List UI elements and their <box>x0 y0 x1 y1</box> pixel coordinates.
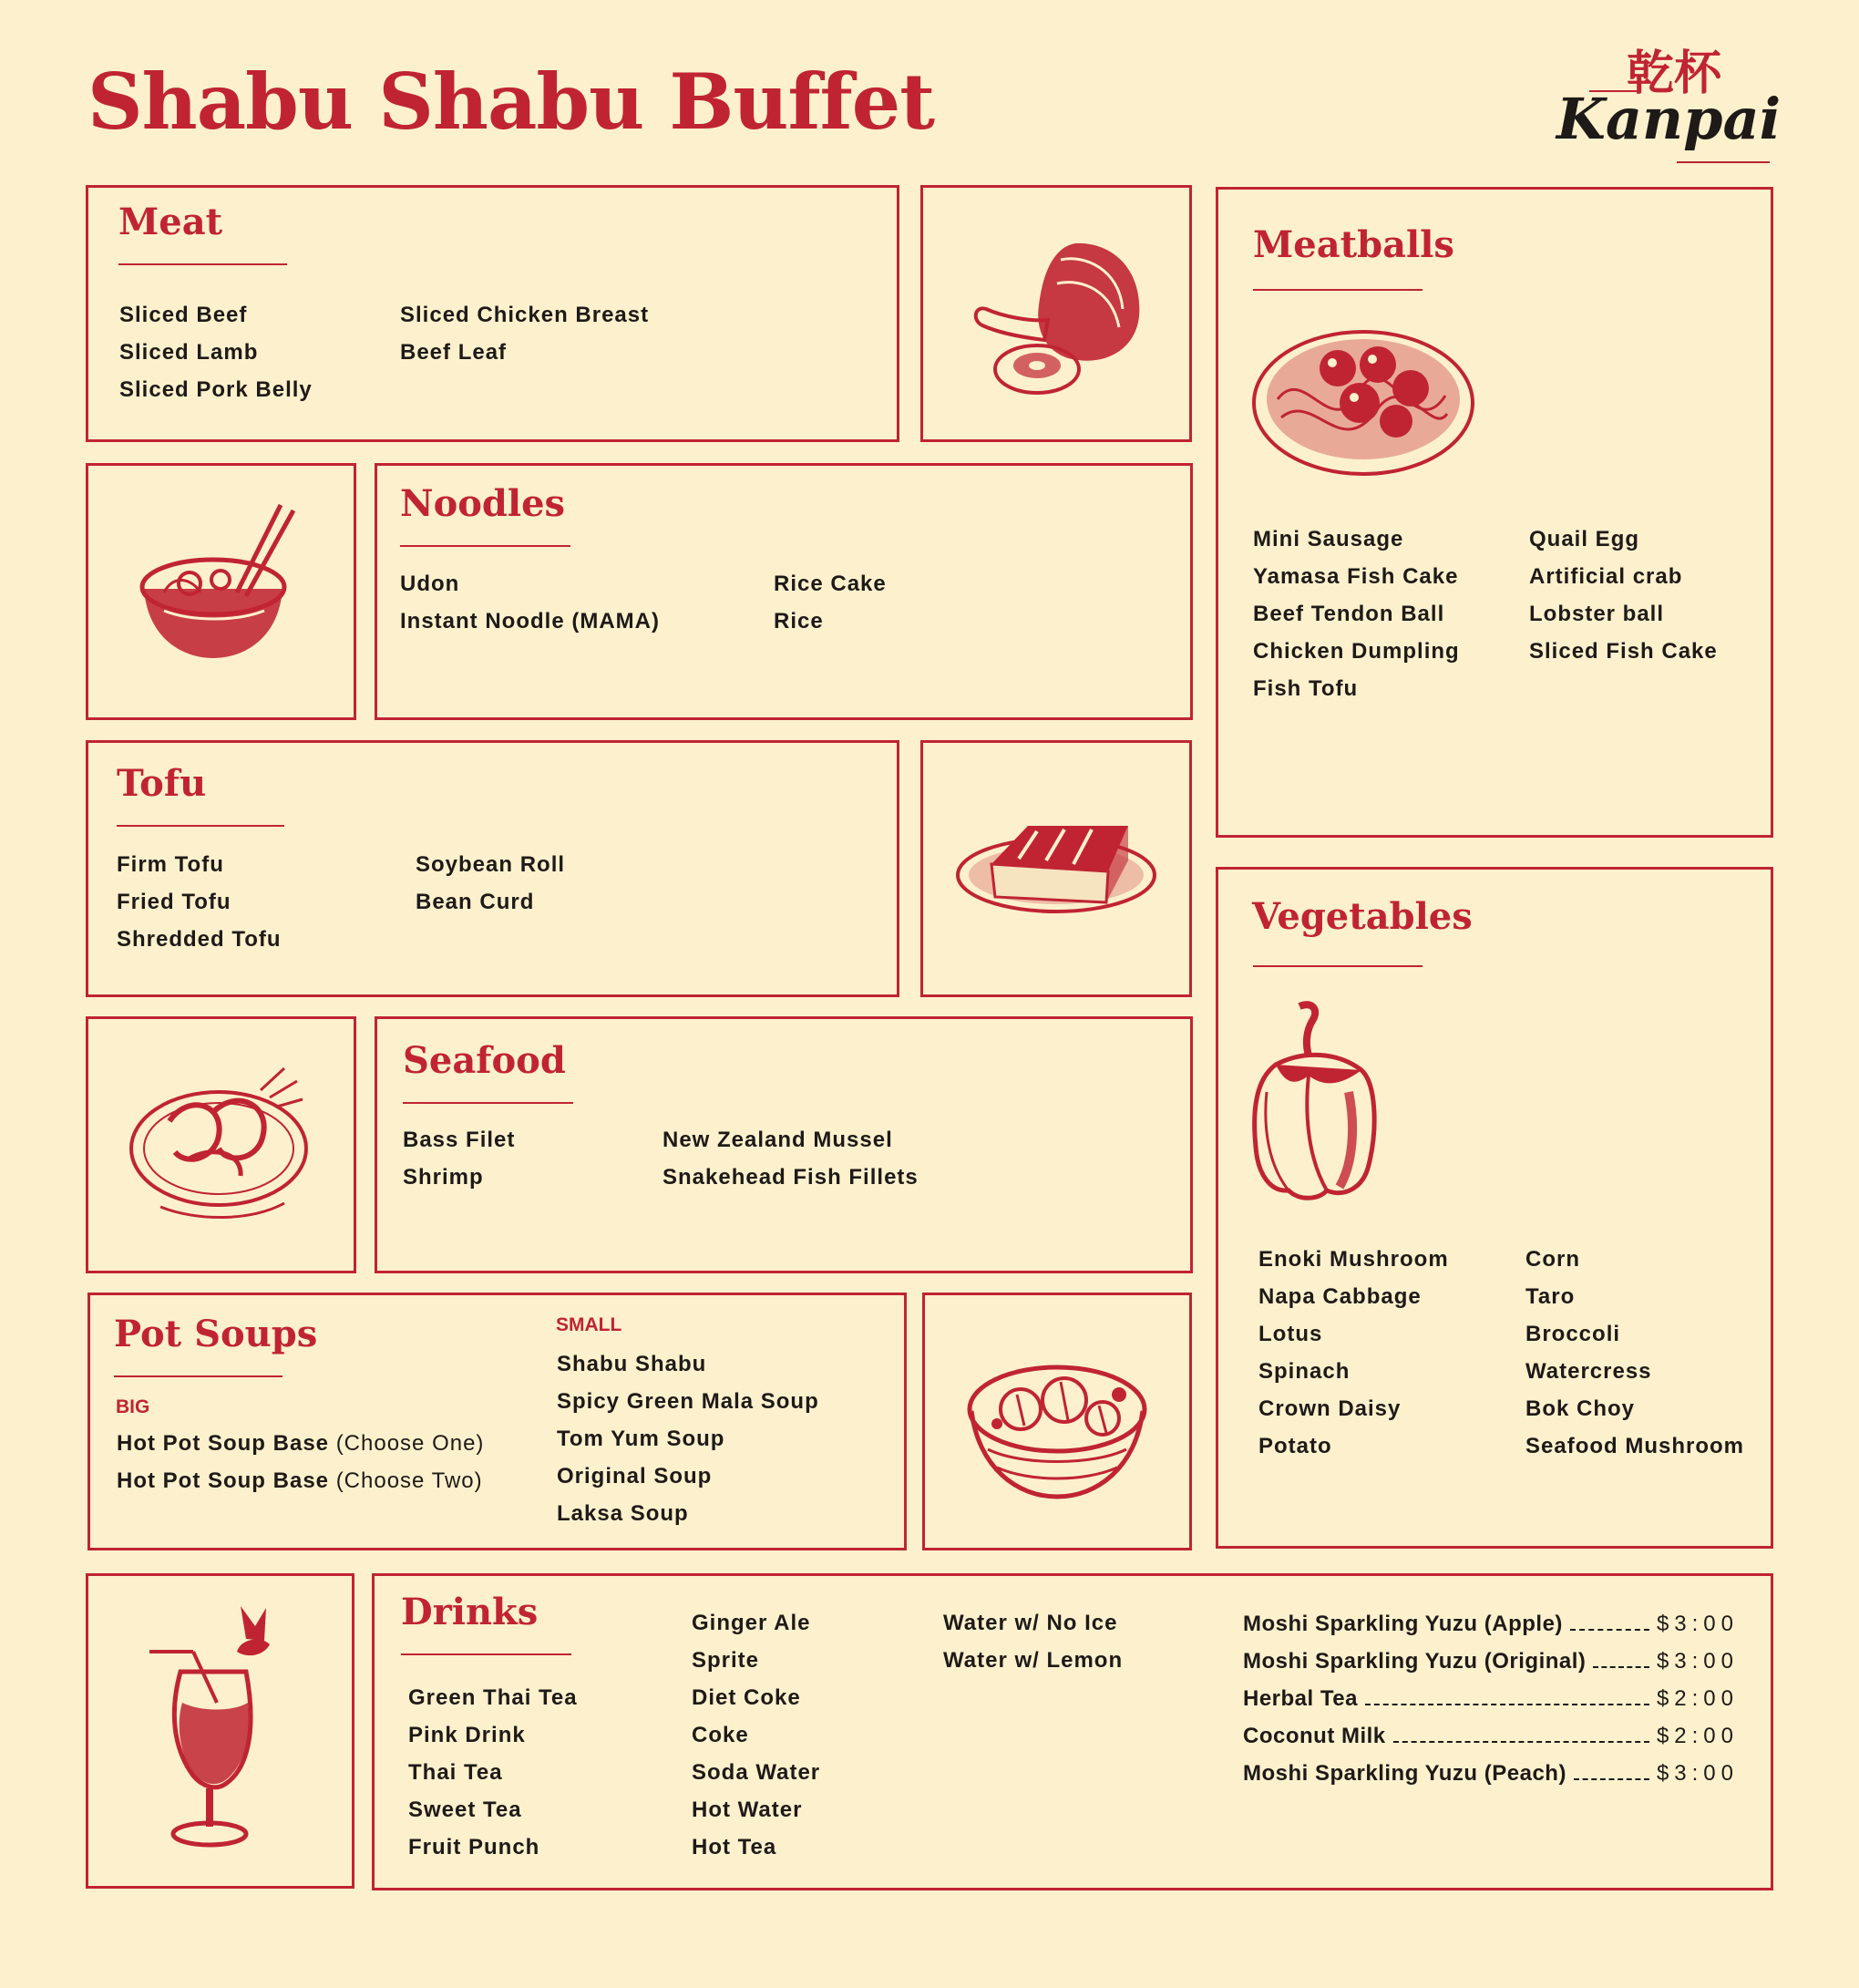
priced-drink-price: $3:00 <box>1656 1761 1739 1786</box>
priced-drink-price: $3:00 <box>1656 1612 1739 1636</box>
drinks-item: Sweet Tea <box>408 1797 522 1822</box>
tofu-plate-icon <box>955 819 1157 921</box>
big-label: BIG <box>116 1396 150 1417</box>
priced-drink-name: Coconut Milk <box>1243 1724 1386 1748</box>
meat-item: Beef Leaf <box>400 340 508 365</box>
meatballs-item: Fish Tofu <box>1253 676 1359 701</box>
meatballs-item: Quail Egg <box>1529 527 1640 551</box>
meatballs-item: Yamasa Fish Cake <box>1253 564 1459 589</box>
small-soup-item: Spicy Green Mala Soup <box>557 1389 819 1414</box>
drinks-item: Water w/ No Ice <box>943 1611 1118 1635</box>
meatballs-item: Lobster ball <box>1529 602 1665 626</box>
drinks-item: Pink Drink <box>408 1723 526 1747</box>
seafood-item: Bass Filet <box>403 1128 516 1152</box>
vegetables-item: Taro <box>1525 1284 1576 1309</box>
noodles-item: Udon <box>400 572 460 596</box>
cocktail-glass-icon <box>146 1602 282 1858</box>
small-soup-item: Shabu Shabu <box>557 1352 707 1376</box>
small-soup-item: Original Soup <box>557 1464 713 1488</box>
big-soup-item: Hot Pot Soup Base (Choose One) <box>117 1431 485 1456</box>
noodles-divider <box>400 545 570 547</box>
leader-dots <box>1570 1629 1649 1631</box>
drinks-item: Hot Water <box>692 1797 803 1822</box>
seafood-divider <box>403 1102 573 1104</box>
tofu-divider <box>117 825 284 827</box>
svg-text:乾杯: 乾杯 <box>1627 46 1722 101</box>
priced-drink-name: Moshi Sparkling Yuzu (Apple) <box>1243 1612 1563 1636</box>
small-soup-item: Laksa Soup <box>557 1501 689 1526</box>
drinks-item: Diet Coke <box>692 1685 801 1710</box>
ham-icon <box>966 232 1148 406</box>
vegetables-item: Napa Cabbage <box>1258 1284 1422 1309</box>
meat-heading: Meat <box>118 201 223 243</box>
leader-dots <box>1365 1704 1649 1705</box>
meatballs-item: Artificial crab <box>1529 564 1683 589</box>
priced-drink-row <box>1243 1759 1739 1787</box>
bell-pepper-icon <box>1248 1001 1381 1203</box>
small-label: SMALL <box>556 1314 622 1335</box>
small-soup-item: Tom Yum Soup <box>557 1427 725 1451</box>
meat-item: Sliced Lamb <box>119 340 259 365</box>
drinks-item: Sprite <box>692 1648 760 1673</box>
meatballs-item: Beef Tendon Ball <box>1253 602 1445 626</box>
tofu-item: Soybean Roll <box>416 852 566 877</box>
meatballs-divider <box>1253 289 1422 291</box>
meat-divider <box>118 263 287 265</box>
noodle-bowl-icon <box>137 501 310 665</box>
drinks-item: Fruit Punch <box>408 1835 540 1859</box>
page-title: Shabu Shabu Buffet <box>87 57 935 147</box>
vegetables-item: Spinach <box>1258 1359 1351 1384</box>
vegetables-item: Potato <box>1258 1434 1332 1458</box>
priced-drink-name: Herbal Tea <box>1243 1686 1358 1711</box>
priced-drink-row <box>1243 1722 1739 1749</box>
vegetables-item: Bok Choy <box>1525 1396 1636 1421</box>
priced-drink-price: $2:00 <box>1656 1724 1739 1748</box>
seafood-item: Shrimp <box>403 1165 484 1190</box>
leader-dots <box>1393 1741 1649 1743</box>
vegetables-heading: Vegetables <box>1252 895 1473 938</box>
kanpai-logo <box>1540 36 1786 173</box>
meatballs-item: Sliced Fish Cake <box>1529 639 1718 664</box>
noodles-heading: Noodles <box>400 482 566 525</box>
meat-item: Sliced Chicken Breast <box>400 303 650 327</box>
meatballs-heading: Meatballs <box>1253 223 1454 266</box>
seafood-item: Snakehead Fish Fillets <box>662 1165 919 1190</box>
meatballs-item: Mini Sausage <box>1253 527 1404 551</box>
drinks-divider <box>401 1653 571 1655</box>
vegetables-item: Broccoli <box>1525 1322 1621 1346</box>
priced-drink-row <box>1243 1610 1739 1637</box>
meatballs-item: Chicken Dumpling <box>1253 639 1460 664</box>
priced-drink-price: $3:00 <box>1656 1649 1739 1674</box>
vegetables-item: Lotus <box>1258 1322 1323 1346</box>
tofu-item: Bean Curd <box>416 890 535 914</box>
drinks-item: Soda Water <box>692 1760 821 1785</box>
meat-item: Sliced Pork Belly <box>119 377 313 402</box>
pot-soups-divider <box>114 1375 282 1377</box>
seafood-heading: Seafood <box>403 1039 566 1082</box>
priced-drink-price: $2:00 <box>1656 1686 1739 1711</box>
priced-drink-name: Moshi Sparkling Yuzu (Peach) <box>1243 1761 1566 1786</box>
noodles-item: Instant Noodle (MAMA) <box>400 609 660 633</box>
vegetables-item: Enoki Mushroom <box>1258 1247 1449 1272</box>
priced-drink-row <box>1243 1647 1739 1674</box>
priced-drink-row <box>1243 1684 1739 1712</box>
big-soup-item: Hot Pot Soup Base (Choose Two) <box>117 1468 483 1493</box>
priced-drink-name: Moshi Sparkling Yuzu (Original) <box>1243 1649 1587 1674</box>
drinks-item: Ginger Ale <box>692 1611 811 1635</box>
meatballs-section <box>1216 187 1773 838</box>
drinks-item: Green Thai Tea <box>408 1685 578 1710</box>
meat-item: Sliced Beef <box>119 303 248 327</box>
noodles-item: Rice <box>774 609 824 633</box>
drinks-item: Thai Tea <box>408 1760 503 1785</box>
drinks-item: Hot Tea <box>692 1835 777 1859</box>
seafood-item: New Zealand Mussel <box>662 1128 893 1152</box>
svg-text:Kanpai: Kanpai <box>1556 86 1782 152</box>
leader-dots <box>1593 1666 1649 1668</box>
pot-soups-heading: Pot Soups <box>114 1313 318 1355</box>
tofu-heading: Tofu <box>117 762 207 805</box>
shrimp-plate-icon <box>124 1057 315 1231</box>
soup-bowl-icon <box>966 1358 1148 1504</box>
drinks-item: Water w/ Lemon <box>943 1648 1124 1673</box>
tofu-item: Firm Tofu <box>117 852 224 877</box>
drinks-heading: Drinks <box>401 1591 539 1633</box>
noodles-item: Rice Cake <box>774 572 887 596</box>
vegetables-item: Crown Daisy <box>1258 1396 1402 1421</box>
vegetables-item: Watercress <box>1525 1359 1652 1384</box>
tofu-item: Fried Tofu <box>117 890 231 914</box>
vegetables-item: Seafood Mushroom <box>1525 1434 1745 1458</box>
vegetables-divider <box>1253 965 1422 967</box>
leader-dots <box>1574 1778 1649 1780</box>
drinks-item: Coke <box>692 1723 749 1747</box>
vegetables-item: Corn <box>1525 1247 1580 1272</box>
meatball-plate-icon <box>1250 308 1478 485</box>
tofu-item: Shredded Tofu <box>117 927 282 952</box>
